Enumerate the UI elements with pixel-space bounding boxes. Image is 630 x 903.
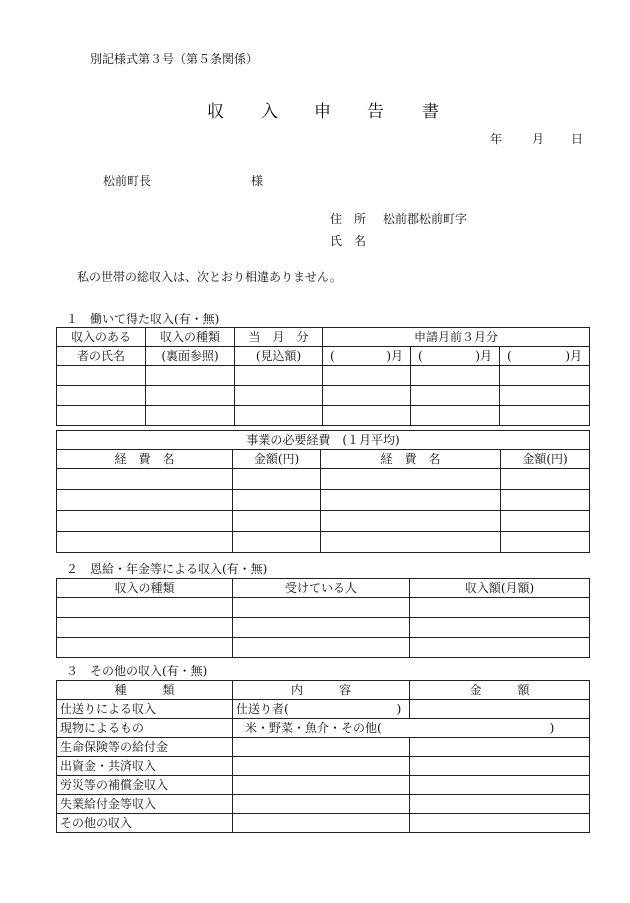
address-value: 松前郡松前町字 <box>383 212 468 226</box>
table-row <box>57 700 590 719</box>
col-header: 経 費 名 <box>321 450 501 469</box>
col-header: 金額(円) <box>501 450 590 469</box>
income-type: 失業給付金等収入 <box>57 795 233 814</box>
address-label: 住 所 <box>330 212 367 226</box>
col-header: 種 類 <box>57 681 233 700</box>
col-header: 申請月前３月分 <box>323 328 590 347</box>
income-content[interactable] <box>233 738 410 757</box>
title-char: 入 <box>261 102 278 122</box>
income-amount[interactable] <box>410 814 590 833</box>
table-row <box>57 490 590 511</box>
col-header: 受けている人 <box>233 579 410 598</box>
income-content[interactable]: 仕送り者( ) <box>233 700 410 719</box>
expenses-table <box>56 430 590 553</box>
col-header: 内 容 <box>233 681 410 700</box>
date-month: 月 <box>532 132 545 146</box>
income-content[interactable] <box>233 814 410 833</box>
addressee-honorific: 様 <box>251 174 264 188</box>
table-row <box>57 469 590 490</box>
table-row <box>57 511 590 532</box>
income-type: 出資金・共済収入 <box>57 757 233 776</box>
income-content[interactable] <box>233 757 410 776</box>
income-type: その他の収入 <box>57 814 233 833</box>
form-title <box>207 97 442 122</box>
table-row <box>57 598 590 618</box>
table-row <box>57 795 590 814</box>
col-header: 収入のある <box>57 328 146 347</box>
pension-table <box>56 578 590 658</box>
col-header: (見込額) <box>235 347 323 366</box>
col-header: 収入の種類 <box>146 328 235 347</box>
table-row <box>57 814 590 833</box>
income-type: 仕送りによる収入 <box>57 700 233 719</box>
income-amount[interactable] <box>410 795 590 814</box>
income-amount[interactable] <box>410 700 590 719</box>
income-content[interactable] <box>233 795 410 814</box>
statement: 私の世帯の総収入は、次とおり相違ありません。 <box>77 270 342 284</box>
month-header[interactable]: ( )月 <box>323 347 411 366</box>
table-row <box>57 776 590 795</box>
table-row <box>57 738 590 757</box>
col-header: 金 額 <box>410 681 590 700</box>
income-table <box>56 327 590 426</box>
date-year: 年 <box>490 132 503 146</box>
table-row <box>57 532 590 553</box>
table-row <box>57 406 590 426</box>
form-number: 別記様式第３号（第５条関係） <box>90 52 259 66</box>
income-amount[interactable] <box>410 757 590 776</box>
income-type: 労災等の補償金収入 <box>57 776 233 795</box>
income-type: 生命保険等の給付金 <box>57 738 233 757</box>
income-amount[interactable] <box>410 776 590 795</box>
col-header: 者の氏名 <box>57 347 146 366</box>
month-header[interactable]: ( )月 <box>411 347 500 366</box>
other-income-table <box>56 680 590 833</box>
col-header: 経 費 名 <box>57 450 233 469</box>
income-type: 現物によるもの <box>57 719 233 738</box>
table-row <box>57 386 590 406</box>
table-row <box>57 638 590 658</box>
table-row <box>57 719 590 738</box>
col-header: 当 月 分 <box>235 328 323 347</box>
section1-heading: １ 働いて得た収入(有・無) <box>66 312 220 326</box>
section3-heading: ３ その他の収入(有・無) <box>66 664 208 678</box>
income-content[interactable] <box>233 776 410 795</box>
title-char: 申 <box>314 102 331 122</box>
col-header: 収入額(月額) <box>410 579 590 598</box>
table-row <box>57 757 590 776</box>
expenses-heading: 事業の必要経費 (１月平均) <box>57 431 590 450</box>
title-char: 告 <box>367 102 384 122</box>
col-header: (裏面参照) <box>146 347 235 366</box>
table-row <box>57 618 590 638</box>
income-amount[interactable] <box>410 738 590 757</box>
col-header: 収入の種類 <box>57 579 233 598</box>
addressee-name: 松前町長 <box>103 174 152 188</box>
name-label: 氏 名 <box>330 234 367 248</box>
col-header: 金額(円) <box>233 450 321 469</box>
table-row <box>57 366 590 386</box>
date-day: 日 <box>571 132 584 146</box>
income-content[interactable]: 米・野菜・魚介・その他( ) <box>233 719 590 738</box>
title-char: 書 <box>422 102 439 122</box>
section2-heading: ２ 恩給・年金等による収入(有・無) <box>66 562 268 576</box>
title-char: 収 <box>207 102 224 122</box>
month-header[interactable]: ( )月 <box>500 347 590 366</box>
